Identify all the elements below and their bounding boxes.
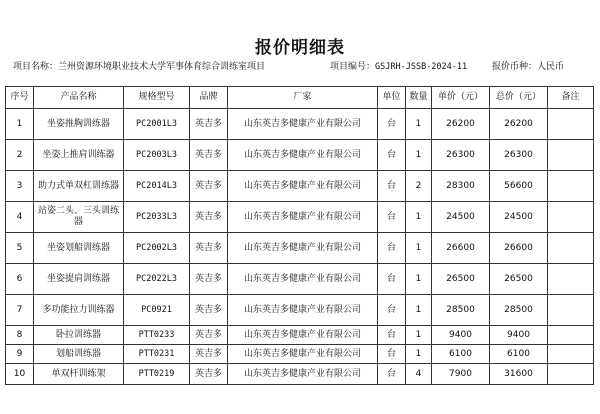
cell-unit: 台	[378, 171, 406, 202]
cell-brand: 英吉多	[190, 109, 228, 140]
cell-unit: 台	[378, 233, 406, 264]
cell-total-price: 26600	[490, 233, 548, 264]
cell-manufacturer: 山东英吉多健康产业有限公司	[228, 295, 378, 326]
cell-total-price: 9400	[490, 326, 548, 345]
currency-label: 报价币种：	[492, 62, 538, 72]
cell-product-name: 坐姿推胸训练器	[34, 109, 124, 140]
cell-unit-price: 28500	[432, 295, 490, 326]
cell-quantity: 1	[406, 202, 432, 233]
cell-product-name: 坐姿提肩训练器	[34, 264, 124, 295]
cell-total-price: 26300	[490, 140, 548, 171]
cell-total-price: 6100	[490, 345, 548, 364]
cell-unit: 台	[378, 295, 406, 326]
cell-brand: 英吉多	[190, 295, 228, 326]
currency-line	[492, 59, 564, 72]
cell-quantity: 1	[406, 326, 432, 345]
cell-manufacturer: 山东英吉多健康产业有限公司	[228, 202, 378, 233]
cell-manufacturer: 山东英吉多健康产业有限公司	[228, 233, 378, 264]
cell-no: 5	[6, 233, 34, 264]
cell-manufacturer: 山东英吉多健康产业有限公司	[228, 364, 378, 385]
cell-remarks	[548, 140, 594, 171]
cell-manufacturer: 山东英吉多健康产业有限公司	[228, 140, 378, 171]
currency-value: 人民币	[537, 62, 565, 72]
cell-unit-price: 26500	[432, 264, 490, 295]
cell-manufacturer: 山东英吉多健康产业有限公司	[228, 109, 378, 140]
cell-remarks	[548, 364, 594, 385]
cell-remarks	[548, 345, 594, 364]
cell-total-price: 26500	[490, 264, 548, 295]
cell-total-price: 24500	[490, 202, 548, 233]
cell-unit: 台	[378, 364, 406, 385]
cell-product-name: 站姿二头、三头训练器	[34, 202, 124, 233]
cell-unit-price: 7900	[432, 364, 490, 385]
cell-product-name: 多功能拉力训练器	[34, 295, 124, 326]
cell-manufacturer: 山东英吉多健康产业有限公司	[228, 264, 378, 295]
cell-model: PC2003L3	[124, 140, 190, 171]
document-title: 报价明细表	[255, 38, 345, 58]
cell-unit: 台	[378, 326, 406, 345]
cell-remarks	[548, 109, 594, 140]
project-number-line	[330, 59, 467, 72]
cell-remarks	[548, 295, 594, 326]
cell-quantity: 2	[406, 171, 432, 202]
table-row	[6, 345, 594, 364]
cell-manufacturer: 山东英吉多健康产业有限公司	[228, 345, 378, 364]
cell-product-name: 坐姿上推肩训练器	[34, 140, 124, 171]
cell-quantity: 1	[406, 109, 432, 140]
cell-brand: 英吉多	[190, 171, 228, 202]
table-row	[6, 202, 594, 233]
cell-remarks	[548, 202, 594, 233]
cell-quantity: 1	[406, 140, 432, 171]
header-manufacturer: 厂家	[228, 87, 378, 109]
cell-model: PC2002L3	[124, 233, 190, 264]
table-row	[6, 264, 594, 295]
table-header-row	[6, 87, 594, 109]
cell-unit: 台	[378, 140, 406, 171]
cell-no: 6	[6, 264, 34, 295]
project-number-value: GSJRH-JSSB-2024-11	[375, 62, 468, 72]
cell-product-name: 助力式单双杠训练器	[34, 171, 124, 202]
table-row	[6, 109, 594, 140]
header-total-price: 总价（元）	[490, 87, 548, 109]
cell-model: PTT0219	[124, 364, 190, 385]
cell-model: PC2001L3	[124, 109, 190, 140]
table-row	[6, 364, 594, 385]
cell-unit: 台	[378, 345, 406, 364]
cell-no: 2	[6, 140, 34, 171]
cell-no: 7	[6, 295, 34, 326]
table-row	[6, 233, 594, 264]
cell-manufacturer: 山东英吉多健康产业有限公司	[228, 326, 378, 345]
header-brand: 品牌	[190, 87, 228, 109]
cell-no: 8	[6, 326, 34, 345]
cell-model: PC2022L3	[124, 264, 190, 295]
cell-model: PC2014L3	[124, 171, 190, 202]
cell-no: 10	[6, 364, 34, 385]
cell-model: PC0921	[124, 295, 190, 326]
cell-remarks	[548, 264, 594, 295]
cell-unit-price: 24500	[432, 202, 490, 233]
cell-product-name: 卧拉训练器	[34, 326, 124, 345]
cell-quantity: 1	[406, 345, 432, 364]
cell-unit-price: 28300	[432, 171, 490, 202]
cell-brand: 英吉多	[190, 345, 228, 364]
table-row	[6, 140, 594, 171]
cell-brand: 英吉多	[190, 326, 228, 345]
cell-unit-price: 26600	[432, 233, 490, 264]
cell-unit-price: 26300	[432, 140, 490, 171]
cell-no: 9	[6, 345, 34, 364]
cell-product-name: 坐姿划船训练器	[34, 233, 124, 264]
cell-product-name: 划船训练器	[34, 345, 124, 364]
cell-remarks	[548, 233, 594, 264]
cell-unit-price: 26200	[432, 109, 490, 140]
cell-no: 3	[6, 171, 34, 202]
table-row	[6, 326, 594, 345]
cell-unit-price: 9400	[432, 326, 490, 345]
quotation-table	[5, 86, 594, 385]
cell-quantity: 1	[406, 295, 432, 326]
table-row	[6, 295, 594, 326]
cell-quantity: 1	[406, 233, 432, 264]
project-name-line	[13, 59, 265, 72]
cell-total-price: 31600	[490, 364, 548, 385]
cell-brand: 英吉多	[190, 264, 228, 295]
project-name-label: 项目名称：	[13, 62, 59, 72]
cell-total-price: 26200	[490, 109, 548, 140]
cell-unit: 台	[378, 264, 406, 295]
project-name-value: 兰州资源环境职业技术大学军事体育综合训练室项目	[58, 62, 266, 72]
cell-model: PC2033L3	[124, 202, 190, 233]
cell-unit-price: 6100	[432, 345, 490, 364]
cell-brand: 英吉多	[190, 202, 228, 233]
cell-unit: 台	[378, 109, 406, 140]
cell-manufacturer: 山东英吉多健康产业有限公司	[228, 171, 378, 202]
cell-product-name: 单双杆训练架	[34, 364, 124, 385]
header-product-name: 产品名称	[34, 87, 124, 109]
cell-quantity: 1	[406, 264, 432, 295]
project-number-label: 项目编号：	[330, 62, 376, 72]
cell-remarks	[548, 171, 594, 202]
header-unit: 单位	[378, 87, 406, 109]
header-unit-price: 单价（元）	[432, 87, 490, 109]
header-no: 序号	[6, 87, 34, 109]
header-model: 规格型号	[124, 87, 190, 109]
cell-remarks	[548, 326, 594, 345]
header-quantity: 数量	[406, 87, 432, 109]
cell-total-price: 56600	[490, 171, 548, 202]
table-row	[6, 171, 594, 202]
cell-no: 1	[6, 109, 34, 140]
header-remarks: 备注	[548, 87, 594, 109]
cell-model: PTT0233	[124, 326, 190, 345]
cell-quantity: 4	[406, 364, 432, 385]
cell-brand: 英吉多	[190, 140, 228, 171]
cell-brand: 英吉多	[190, 233, 228, 264]
cell-total-price: 28500	[490, 295, 548, 326]
cell-model: PTT0231	[124, 345, 190, 364]
cell-brand: 英吉多	[190, 364, 228, 385]
cell-no: 4	[6, 202, 34, 233]
cell-unit: 台	[378, 202, 406, 233]
